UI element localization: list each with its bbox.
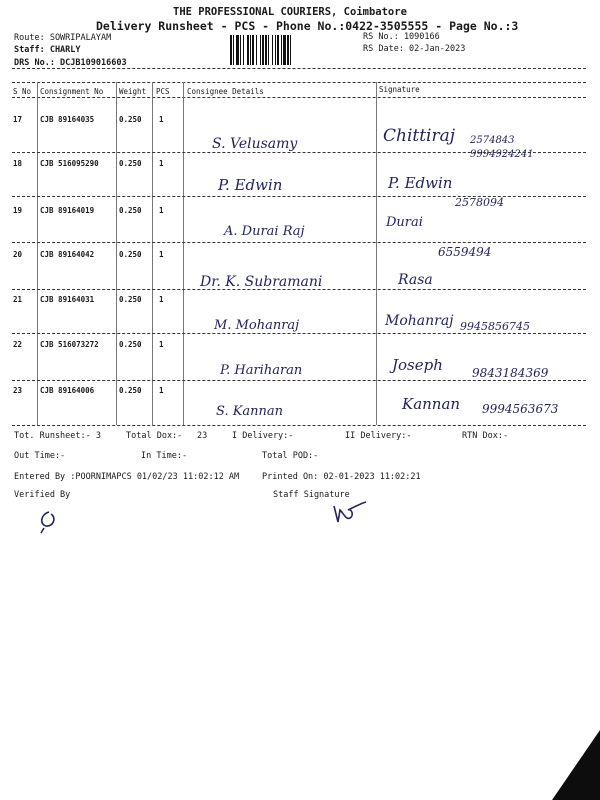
table-bottom-rule — [12, 425, 586, 426]
column-header-consignee: Consignee Details — [187, 87, 264, 96]
in-time: In Time:- — [141, 451, 188, 461]
row-divider — [12, 380, 586, 381]
row-weight: 0.250 — [119, 115, 142, 124]
row-signature: Durai — [386, 215, 423, 230]
scan-corner-shadow — [552, 730, 600, 800]
row-sno: 19 — [13, 206, 23, 215]
column-divider — [37, 82, 38, 425]
row-pcs: 1 — [159, 295, 164, 304]
staff-signature-mark — [330, 500, 370, 528]
total-dox-label: Total Dox:- — [126, 431, 183, 441]
row-sno: 21 — [13, 295, 23, 304]
company-title: THE PROFESSIONAL COURIERS, Coimbatore — [173, 6, 407, 18]
row-divider — [12, 242, 586, 243]
row-pcs: 1 — [159, 159, 164, 168]
header-divider — [12, 68, 586, 69]
row-signature: Rasa — [398, 272, 433, 288]
barcode-image — [230, 35, 358, 65]
row-consignment-no: CJB 89164031 — [40, 295, 95, 304]
column-header-sno: S No — [13, 87, 32, 96]
row-consignee-name: A. Durai Raj — [224, 224, 305, 239]
row-consignee-name: S. Kannan — [216, 404, 284, 419]
row-consignee-name: P. Edwin — [218, 176, 283, 194]
row-divider — [12, 152, 586, 153]
row-sno: 23 — [13, 386, 23, 395]
row-divider — [12, 289, 586, 290]
row-sno: 22 — [13, 340, 23, 349]
row-weight: 0.250 — [119, 159, 142, 168]
row-sno: 17 — [13, 115, 23, 124]
row-signature: Joseph — [392, 356, 443, 374]
column-header-rule — [12, 97, 586, 98]
rs-date: RS Date: 02-Jan-2023 — [363, 44, 466, 54]
row-phone: 6559494 — [438, 245, 492, 259]
row-phone: 2578094 — [455, 196, 504, 209]
column-header-pcs: PCS — [156, 87, 170, 96]
row-consignment-no: CJB 89164006 — [40, 386, 95, 395]
row-consignment-no: CJB 89164042 — [40, 250, 95, 259]
rtn-dox: RTN Dox:- — [462, 431, 509, 441]
column-header-signature: Signature — [379, 85, 420, 94]
row-consignee-name: P. Hariharan — [220, 363, 303, 378]
column-header-consignment: Consignment No — [40, 87, 104, 96]
total-pod: Total POD:- — [262, 451, 319, 461]
row-sno: 18 — [13, 159, 23, 168]
column-divider — [116, 82, 117, 425]
entered-by: Entered By :POORNIMAPCS 01/02/23 11:02:12 AM — [14, 472, 240, 482]
row-signature: P. Edwin — [388, 174, 453, 192]
row-weight: 0.250 — [119, 206, 142, 215]
row-signature: Mohanraj — [385, 313, 454, 329]
row-consignment-no: CJB 89164035 — [40, 115, 95, 124]
row-consignment-no: CJB 516095290 — [40, 159, 99, 168]
i-delivery: I Delivery:- — [232, 431, 294, 441]
row-pcs: 1 — [159, 115, 164, 124]
verifier-mark — [35, 508, 63, 534]
row-divider — [12, 333, 586, 334]
row-weight: 0.250 — [119, 295, 142, 304]
column-header-weight: Weight — [119, 87, 147, 96]
rs-number: RS No.: 1090166 — [363, 32, 440, 42]
column-divider — [152, 82, 153, 425]
out-time: Out Time:- — [14, 451, 66, 461]
tot-runsheet: Tot. Runsheet:- 3 — [14, 431, 101, 441]
row-weight: 0.250 — [119, 340, 142, 349]
staff-label: Staff: CHARLY — [14, 45, 81, 55]
row-pcs: 1 — [159, 250, 164, 259]
table-top-rule — [12, 82, 586, 83]
row-consignee-name: Dr. K. Subramani — [200, 274, 323, 290]
row-phone: 9945856745 — [460, 320, 530, 333]
route-label: Route: SOWRIPALAYAM — [14, 33, 112, 43]
runsheet-subtitle: Delivery Runsheet - PCS - Phone No.:0422-3505555 - Page No.:3 — [96, 19, 519, 33]
staff-signature-label: Staff Signature — [273, 490, 350, 500]
row-signature: Kannan — [402, 395, 461, 413]
row-pcs: 1 — [159, 206, 164, 215]
drs-number: DRS No.: DCJB109016603 — [14, 58, 127, 68]
row-pcs: 1 — [159, 340, 164, 349]
row-weight: 0.250 — [119, 386, 142, 395]
row-pcs: 1 — [159, 386, 164, 395]
row-sno: 20 — [13, 250, 23, 259]
row-weight: 0.250 — [119, 250, 142, 259]
row-consignee-name: M. Mohanraj — [214, 318, 300, 333]
row-consignment-no: CJB 89164019 — [40, 206, 95, 215]
row-phone: 9843184369 — [472, 366, 549, 380]
row-consignment-no: CJB 516073272 — [40, 340, 99, 349]
row-signature: Chittiraj — [383, 126, 456, 146]
printed-on: Printed On: 02-01-2023 11:02:21 — [262, 472, 421, 482]
row-consignee-name: S. Velusamy — [212, 136, 298, 152]
verified-by: Verified By — [14, 490, 71, 500]
ii-delivery: II Delivery:- — [345, 431, 412, 441]
column-divider — [376, 82, 377, 425]
row-phone: 2574843 9994924241 — [470, 135, 534, 160]
total-dox-value: 23 — [197, 431, 208, 441]
row-phone: 9994563673 — [482, 402, 559, 416]
column-divider — [183, 82, 184, 425]
